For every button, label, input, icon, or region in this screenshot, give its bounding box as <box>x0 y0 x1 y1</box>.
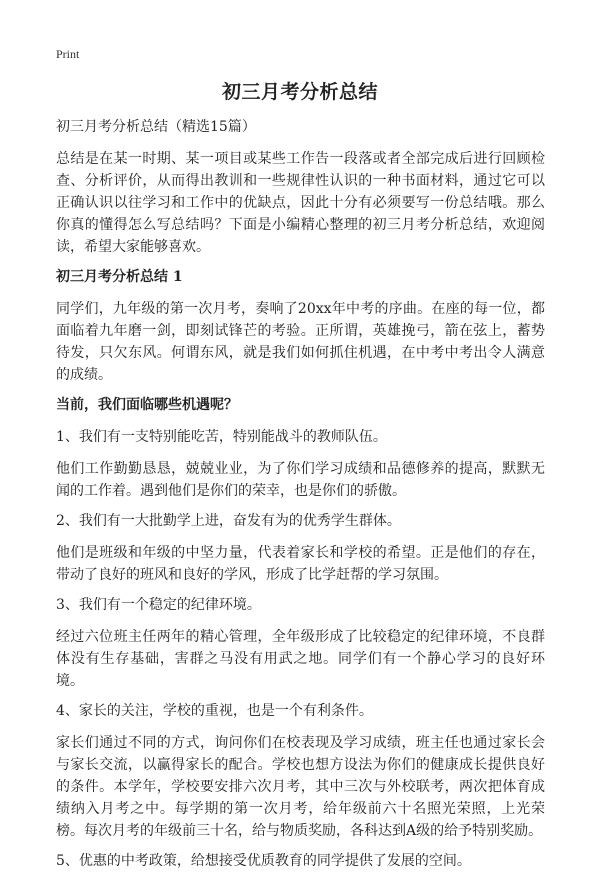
point-detail: 他们工作勤勤恳恳，兢兢业业，为了你们学习成绩和品德修养的提高，默默无闻的工作着。遇到他们是你们的荣幸，也是你们的骄傲。 <box>56 461 545 499</box>
point-item: 1、我们有一支特别能吃苦，特别能战斗的教师队伍。 <box>56 429 387 445</box>
point-item: 4、家长的关注，学校的重视，也是一个有利条件。 <box>56 703 373 719</box>
point-detail: 他们是班级和年级的中坚力量，代表着家长和学校的希望。正是他们的存在，带动了良好的班风和良好的学风，形成了比学赶帮的学习氛围。 <box>56 545 545 583</box>
point-detail: 经过六位班主任两年的精心管理，全年级形成了比较稳定的纪律环境，不良群体没有生存基础，害群之马没有用武之地。同学们有一个静心学习的良好环境。 <box>56 629 545 689</box>
intro-paragraph: 总结是在某一时期、某一项目或某些工作告一段落或者全部完成后进行回顾检查、分析评价，从而得出教训和一些规律性认识的一种书面材料，通过它可以正确认识以往学习和工作中的优缺点，因此十分有必须要写一份总结哦。那么你真的懂得怎么写总结吗？下面是小编精心整理的初三月考分析总结，欢迎阅读，希望大家能够喜欢。 <box>56 151 545 255</box>
question-heading: 当前，我们面临哪些机遇呢？ <box>56 397 238 413</box>
point-detail: 家长们通过不同的方式，询问你们在校表现及学习成绩，班主任也通过家长会与家长交流，以赢得家长的配合。学校也想方设法为你们的健康成长提供良好的条件。本学年，学校要安排六次月考，其中三次与外校联考，两次把体育成绩纳入月考之中。每学期的第一次月考，给年级前六十名照光荣照，上光荣榜。每次月考的年级前三十名，给与物质奖励，各科达到A级的给予特别奖励。 <box>56 735 545 839</box>
point-item: 2、我们有一大批勤学上进，奋发有为的优秀学生群体。 <box>56 513 401 529</box>
print-link[interactable]: Print <box>56 47 80 61</box>
point-item: 3、我们有一个稳定的纪律环境。 <box>56 597 261 613</box>
subtitle: 初三月考分析总结（精选15篇） <box>56 119 256 135</box>
section-heading: 初三月考分析总结 1 <box>56 269 183 285</box>
article-body <box>56 116 545 882</box>
point-item: 5、优惠的中考政策，给想接受优质教育的同学提供了发展的空间。 <box>56 853 471 869</box>
page-title: 初三月考分析总结 <box>221 81 378 103</box>
section-paragraph: 同学们，九年级的第一次月考，奏响了20xx年中考的序曲。在座的每一位，都面临着九年磨一剑，即刻试锋芒的考验。正所谓，英雄挽弓，箭在弦上，蓄势待发，只欠东风。何谓东风，就是我们如何抓住机遇，在中考中考出令人满意的成绩。 <box>56 301 545 383</box>
